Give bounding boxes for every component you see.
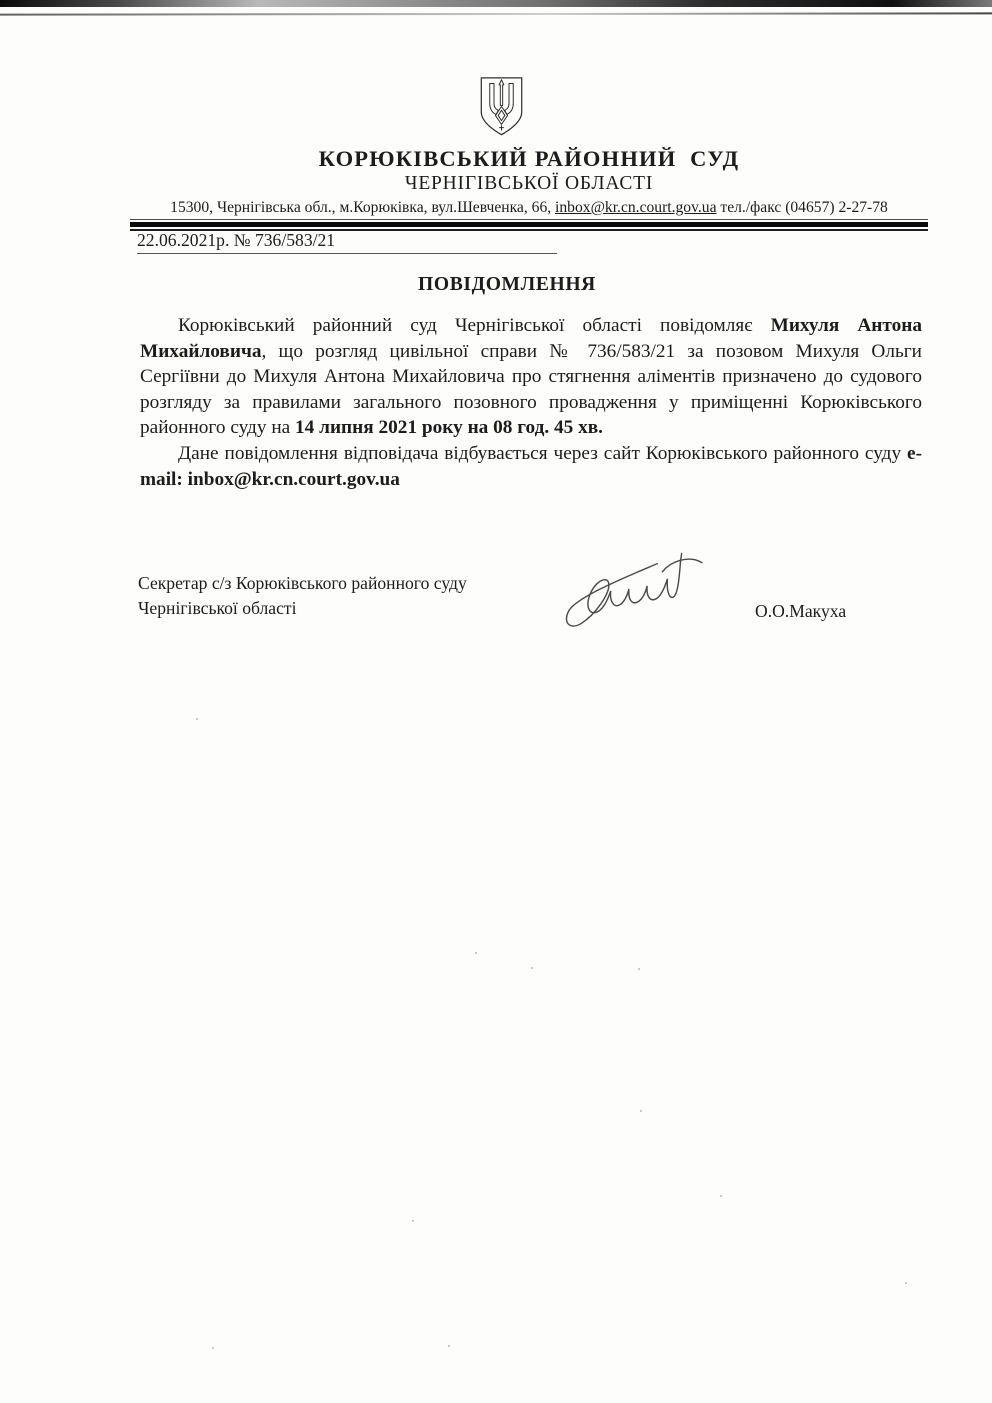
- secretary-role-line1: Секретар с/з Корюківського районного суду: [138, 573, 467, 593]
- date-underline-rule: [137, 253, 557, 254]
- court-region-heading: ЧЕРНІГІВСЬКОЇ ОБЛАСТІ: [404, 173, 654, 194]
- scan-speck: [531, 967, 533, 969]
- scan-speck: [720, 1195, 722, 1197]
- paragraph-hearing-notice: [140, 313, 922, 441]
- secretary-role-line2: Чернігівської області: [138, 598, 297, 618]
- scan-speck: [638, 968, 640, 970]
- scan-speck: [448, 1345, 450, 1347]
- scan-edge-line-artifact: [0, 12, 992, 15]
- scan-speck: [905, 1282, 907, 1284]
- court-email-text: inbox@kr.cn.court.gov.ua: [555, 199, 717, 216]
- secretary-role-lines: [138, 571, 467, 621]
- date-and-case-number: 22.06.2021р. № 736/583/21: [137, 230, 336, 250]
- scan-speck: [196, 718, 198, 720]
- respondent-name-bold: Михуля Антона Михайловича: [140, 315, 922, 362]
- scan-edge-artifact: [0, 0, 992, 7]
- hearing-datetime-bold: 14 липня 2021 року на 08 год. 45 хв.: [295, 417, 603, 439]
- handwritten-signature-icon: [558, 548, 710, 634]
- scan-speck: [475, 952, 477, 954]
- scan-speck: [212, 1347, 214, 1349]
- scan-speck: [412, 1220, 414, 1222]
- scan-speck: [640, 1110, 642, 1112]
- ukraine-trident-emblem-icon: [478, 76, 525, 137]
- paragraph1-text-continued: , що розгляд цивільної справи № 736/583/21 за позовом Михуля Ольги Сергіївни до Михуля Антона Михайловича про стягнення аліментів призначено до судового розгляду за правилами загального позовного провадження у приміщенні Корюківського районного суду на: [140, 340, 922, 439]
- secretary-name: О.О.Макуха: [755, 601, 847, 621]
- court-email-bold: e-mail: inbox@kr.cn.court.gov.ua: [140, 442, 922, 490]
- paragraph-delivery-method: [140, 441, 922, 492]
- address-phone-text: тел./факс (04657) 2-27-78: [716, 199, 888, 216]
- divider-thin-rule: [130, 219, 928, 220]
- divider-thick-rule: [130, 222, 928, 227]
- court-name-heading: КОРЮКІВСЬКИЙ РАЙОННИЙ СУД: [318, 146, 740, 171]
- address-text: 15300, Чернігівська обл., м.Корюківка, вул.Шевченка, 66,: [170, 199, 556, 216]
- document-title: ПОВІДОМЛЕННЯ: [418, 274, 596, 295]
- court-address-line: [130, 199, 928, 217]
- document-body: [140, 313, 922, 492]
- paragraph1-text: Корюківський районний суд Чернігівської області повідомляє: [178, 315, 771, 336]
- paragraph2-text: Дане повідомлення відповідача відбувається через сайт Корюківського районного суду: [178, 442, 908, 464]
